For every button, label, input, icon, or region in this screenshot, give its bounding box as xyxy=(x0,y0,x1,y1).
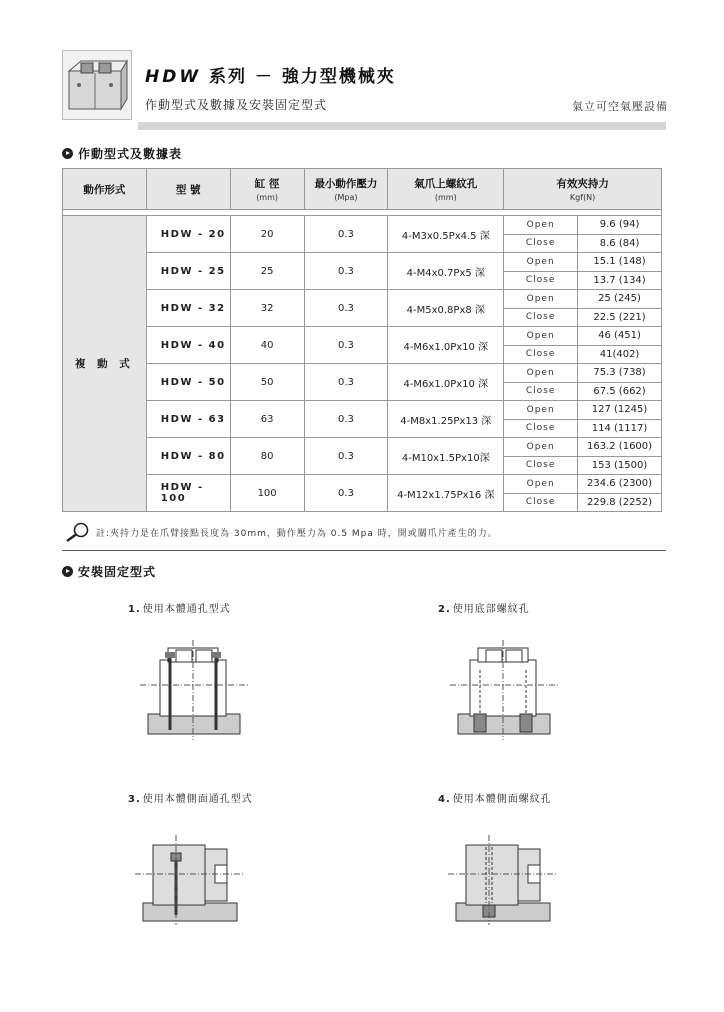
table-row xyxy=(63,290,662,309)
close-label: Close xyxy=(504,271,578,290)
thread-cell: 4-M3x0.5Px4.5 深 xyxy=(388,216,504,253)
title-model: HDW xyxy=(145,67,202,87)
thread-cell: 4-M6x1.0Px10 深 xyxy=(388,364,504,401)
mount-drawing-side-through-hole xyxy=(135,835,245,925)
open-label: Open xyxy=(504,438,578,457)
model-cell: HDW - 63 xyxy=(146,401,230,438)
thread-cell: 4-M5x0.8Px8 深 xyxy=(388,290,504,327)
mount-caption-4: 4. 使用本體側面螺紋孔 xyxy=(438,794,552,805)
close-label: Close xyxy=(504,382,578,401)
close-force-cell: 229.8 (2252) xyxy=(578,493,662,512)
close-force-cell: 13.7 (134) xyxy=(578,271,662,290)
bore-cell: 20 xyxy=(230,216,304,253)
product-logo xyxy=(62,50,132,120)
bore-cell: 63 xyxy=(230,401,304,438)
bore-cell: 80 xyxy=(230,438,304,475)
mount-caption-1: 1. 使用本體通孔型式 xyxy=(128,604,231,615)
close-force-cell: 22.5 (221) xyxy=(578,308,662,327)
table-row xyxy=(63,364,662,383)
pressure-cell: 0.3 xyxy=(304,216,388,253)
model-cell: HDW - 20 xyxy=(146,216,230,253)
table-row xyxy=(63,438,662,457)
gripper-product-icon xyxy=(63,51,131,119)
close-force-cell: 114 (1117) xyxy=(578,419,662,438)
col-bore: 缸 徑 (mm) xyxy=(230,169,304,210)
close-force-cell: 67.5 (662) xyxy=(578,382,662,401)
thread-cell: 4-M4x0.7Px5 深 xyxy=(388,253,504,290)
action-type-cell: 複 動 式 xyxy=(63,216,147,512)
mount-drawing-bottom-thread xyxy=(450,640,560,740)
close-label: Close xyxy=(504,493,578,512)
mount-drawing-side-thread xyxy=(448,835,558,925)
footnote xyxy=(62,522,498,542)
thread-cell: 4-M10x1.5Px10深 xyxy=(388,438,504,475)
pressure-cell: 0.3 xyxy=(304,253,388,290)
col-pressure: 最小動作壓力 (Mpa) xyxy=(304,169,388,210)
open-force-cell: 163.2 (1600) xyxy=(578,438,662,457)
col-force: 有效夾持力 Kgf(N) xyxy=(504,169,662,210)
table-row xyxy=(63,327,662,346)
open-label: Open xyxy=(504,253,578,272)
section-heading-specs xyxy=(62,145,182,162)
table-row xyxy=(63,475,662,494)
arrow-bullet-icon xyxy=(62,566,73,577)
section-divider xyxy=(62,550,666,551)
bore-cell: 50 xyxy=(230,364,304,401)
section-heading-mounting xyxy=(62,563,156,580)
open-label: Open xyxy=(504,327,578,346)
section-title: 作動型式及數據表 xyxy=(78,147,183,161)
footnote-text: 註:夾持力是在爪臂接點長度為 30mm，動作壓力為 0.5 Mpa 時，開或關爪片產生的力。 xyxy=(96,528,498,539)
close-label: Close xyxy=(504,419,578,438)
bore-cell: 100 xyxy=(230,475,304,512)
spec-table xyxy=(62,168,662,512)
model-cell: HDW - 50 xyxy=(146,364,230,401)
open-label: Open xyxy=(504,475,578,494)
model-cell: HDW - 80 xyxy=(146,438,230,475)
bore-cell: 25 xyxy=(230,253,304,290)
bore-cell: 40 xyxy=(230,327,304,364)
open-force-cell: 75.3 (738) xyxy=(578,364,662,383)
arrow-bullet-icon xyxy=(62,148,73,159)
company-name: 氣立可空氣壓設備 xyxy=(572,100,668,113)
thread-cell: 4-M6x1.0Px10 深 xyxy=(388,327,504,364)
col-model: 型 號 xyxy=(146,169,230,210)
table-row xyxy=(63,216,662,235)
model-cell: HDW - 100 xyxy=(146,475,230,512)
table-row xyxy=(63,253,662,272)
pressure-cell: 0.3 xyxy=(304,290,388,327)
pressure-cell: 0.3 xyxy=(304,327,388,364)
title-rest: 系列 － 強力型機械夾 xyxy=(209,67,396,87)
page-title xyxy=(145,62,396,87)
open-force-cell: 234.6 (2300) xyxy=(578,475,662,494)
close-force-cell: 8.6 (84) xyxy=(578,234,662,253)
thread-cell: 4-M12x1.75Px16 深 xyxy=(388,475,504,512)
mount-caption-3: 3. 使用本體側面通孔型式 xyxy=(128,794,253,805)
model-cell: HDW - 40 xyxy=(146,327,230,364)
close-label: Close xyxy=(504,345,578,364)
magnifier-icon xyxy=(62,522,92,542)
open-force-cell: 15.1 (148) xyxy=(578,253,662,272)
model-cell: HDW - 25 xyxy=(146,253,230,290)
close-force-cell: 153 (1500) xyxy=(578,456,662,475)
page-subtitle: 作動型式及數據及安裝固定型式 xyxy=(145,98,328,112)
close-label: Close xyxy=(504,456,578,475)
open-label: Open xyxy=(504,216,578,235)
open-force-cell: 25 (245) xyxy=(578,290,662,309)
open-force-cell: 46 (451) xyxy=(578,327,662,346)
col-action: 動作形式 xyxy=(63,169,147,210)
open-force-cell: 127 (1245) xyxy=(578,401,662,420)
table-row xyxy=(63,401,662,420)
open-force-cell: 9.6 (94) xyxy=(578,216,662,235)
section-title: 安裝固定型式 xyxy=(78,565,157,579)
model-cell: HDW - 32 xyxy=(146,290,230,327)
open-label: Open xyxy=(504,364,578,383)
table-header-row xyxy=(63,169,662,210)
thread-cell: 4-M8x1.25Px13 深 xyxy=(388,401,504,438)
pressure-cell: 0.3 xyxy=(304,401,388,438)
close-label: Close xyxy=(504,308,578,327)
col-thread: 氣爪上螺紋孔 (mm) xyxy=(388,169,504,210)
mount-drawing-through-hole xyxy=(140,640,250,740)
bore-cell: 32 xyxy=(230,290,304,327)
header-divider-bar xyxy=(138,122,666,130)
close-label: Close xyxy=(504,234,578,253)
mount-caption-2: 2. 使用底部螺紋孔 xyxy=(438,604,530,615)
pressure-cell: 0.3 xyxy=(304,475,388,512)
pressure-cell: 0.3 xyxy=(304,364,388,401)
open-label: Open xyxy=(504,401,578,420)
pressure-cell: 0.3 xyxy=(304,438,388,475)
open-label: Open xyxy=(504,290,578,309)
close-force-cell: 41(402) xyxy=(578,345,662,364)
